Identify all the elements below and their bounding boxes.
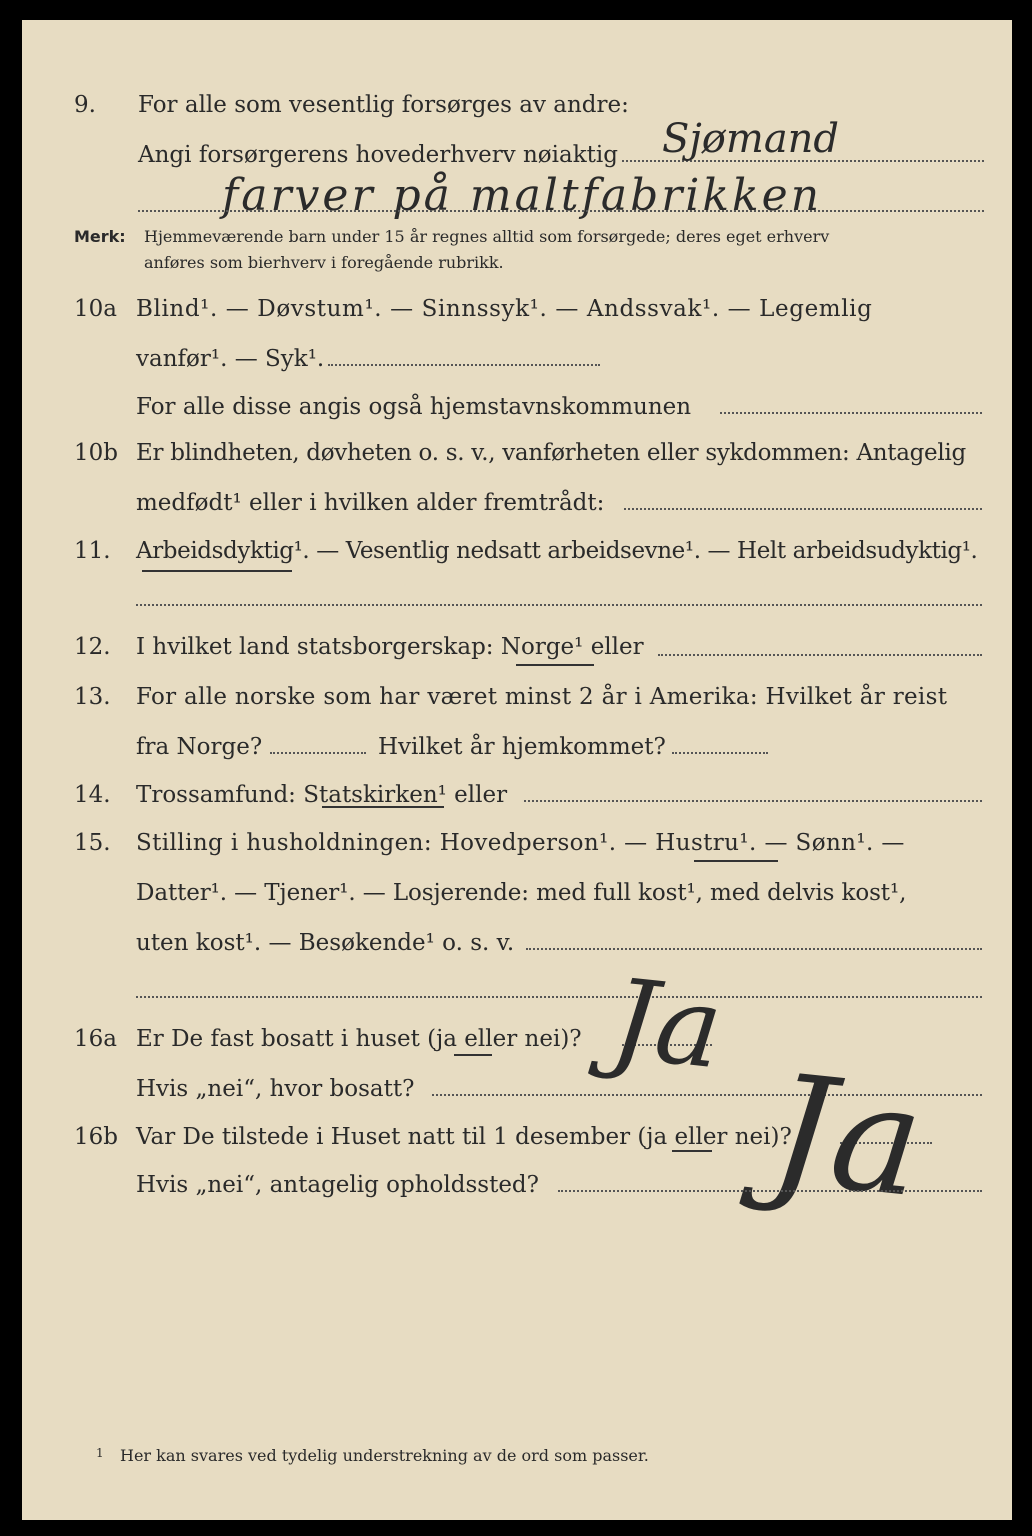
q16b-whereabouts-line (558, 1190, 982, 1192)
q10a-hometown-line (720, 412, 982, 414)
q15-underline-hustru (694, 860, 778, 862)
q14-underline-statskirken (322, 806, 444, 808)
q9-number: 9. (74, 92, 96, 118)
q15-answer-line2 (136, 996, 982, 998)
q14-line1: Trossamfund: Statskirken¹ eller (136, 782, 508, 808)
q14-answer-line (524, 800, 982, 802)
q15-line3: uten kost¹. — Besøkende¹ o. s. v. (136, 930, 515, 956)
q11-line1: Arbeidsdyktig¹. — Vesentlig nedsatt arbeidsevne¹. — Helt arbeidsudyktig¹. (136, 538, 978, 564)
q12-number: 12. (74, 634, 111, 660)
q9-handwritten-occupation: Sjømand (662, 116, 840, 162)
q10a-line3: For alle disse angis også hjemstavnskommunen (136, 394, 692, 420)
q10b-line1: Er blindheten, døvheten o. s. v., vanførheten eller sykdommen: Antagelig (136, 440, 966, 466)
q16b-number: 16b (74, 1124, 118, 1150)
q11-number: 11. (74, 538, 111, 564)
census-form-page (22, 20, 1012, 1520)
q10a-answer-line (328, 364, 600, 366)
q9-answer-line2 (138, 210, 984, 212)
q16b-line2: Hvis „nei“, antagelig opholdssted? (136, 1172, 539, 1198)
q9-handwritten-occupation-detail: farver på maltfabrikken (222, 170, 823, 221)
q12-answer-line (658, 654, 982, 656)
q15-line2: Datter¹. — Tjener¹. — Losjerende: med full kost¹, med delvis kost¹, (136, 880, 907, 906)
q12-underline-norge (516, 664, 594, 666)
q10a-number: 10a (74, 296, 117, 322)
q13-line2b: Hvilket år hjemkommet? (378, 734, 666, 760)
q13-return-line (672, 752, 768, 754)
q15-answer-line1 (526, 948, 982, 950)
q13-number: 13. (74, 684, 111, 710)
q16a-handwritten-answer: Ja (605, 954, 729, 1094)
merk-line2: anføres som bierhverv i foregående rubrikk. (144, 253, 504, 272)
q16a-line2: Hvis „nei“, hvor bosatt? (136, 1076, 415, 1102)
footnote-mark: 1 (96, 1446, 104, 1460)
q15-number: 15. (74, 830, 111, 856)
q16a-number: 16a (74, 1026, 117, 1052)
q13-departure-line (270, 752, 366, 754)
q10b-line2: medfødt¹ eller i hvilken alder fremtrådt: (136, 490, 605, 516)
q16a-line1: Er De fast bosatt i huset (ja eller nei)? (136, 1026, 582, 1052)
q10b-number: 10b (74, 440, 118, 466)
q16b-line1: Var De tilstede i Huset natt til 1 desember (ja eller nei)? (136, 1124, 792, 1150)
q15-line1: Stilling i husholdningen: Hovedperson¹. — Hustru¹. — Sønn¹. — (136, 830, 905, 856)
footnote-text: Her kan svares ved tydelig understrekning av de ord som passer. (120, 1446, 649, 1465)
q16a-underline-ja (454, 1054, 492, 1056)
q11-underline-arbeidsdyktig (142, 570, 292, 572)
q13-line1: For alle norske som har været minst 2 år i Amerika: Hvilket år reist (136, 684, 948, 710)
q10a-line1: Blind¹. — Døvstum¹. — Sinnssyk¹. — Andssvak¹. — Legemlig (136, 296, 873, 322)
merk-line1: Hjemmeværende barn under 15 år regnes alltid som forsørgede; deres eget erhverv (144, 227, 830, 246)
q14-number: 14. (74, 782, 111, 808)
q12-line1: I hvilket land statsborgerskap: Norge¹ eller (136, 634, 644, 660)
q10a-line2: vanfør¹. — Syk¹. (136, 346, 325, 372)
q10b-answer-line (624, 508, 982, 510)
q11-answer-line (136, 604, 982, 606)
q9-line2: Angi forsørgerens hovederhverv nøiaktig (138, 142, 618, 168)
q13-line2a: fra Norge? (136, 734, 263, 760)
q16b-underline-ja (672, 1150, 712, 1152)
q16b-handwritten-answer: Ja (763, 1042, 931, 1232)
merk-label: Merk: (74, 227, 126, 246)
q9-line1: For alle som vesentlig forsørges av andre: (138, 92, 629, 118)
